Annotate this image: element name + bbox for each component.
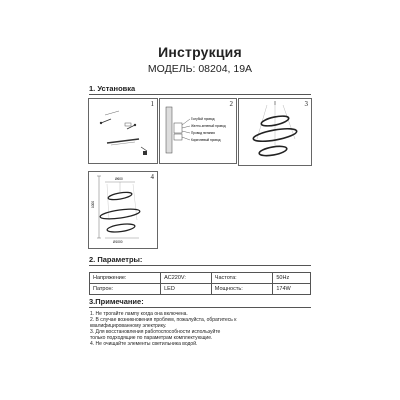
params-table [89,272,311,295]
dimension-height: 1000 [91,200,95,208]
install-step-2-panel [159,98,237,164]
param-value: 174W [273,284,311,295]
note-line: 2. В случае возникновения проблем, пожалуйста, обратитесь к [90,317,237,324]
wiring-label-brown: Коричневый провод [191,138,221,142]
param-label: Патрон: [90,284,161,295]
param-label: Напряжение: [90,273,161,284]
wiring-label-yellow-green: Желто-зеленый провод [191,124,226,128]
wiring-label-blue: Голубой провод [191,117,215,121]
dimensions-illustration [89,172,157,248]
install-step-4-panel [88,171,158,249]
dimension-bottom-width: Ø1000 [113,240,123,244]
mounting-parts-illustration [89,99,157,163]
step-number: 2 [229,100,233,108]
divider [89,307,311,308]
step-number: 4 [150,173,154,181]
param-value: AC220V: [161,273,212,284]
chandelier-rings-illustration [239,99,311,165]
note-line: квалифицированному электрику. [90,323,167,330]
note-line: 3. Для восстановления работоспособности используйте [90,329,221,336]
wiring-illustration [160,99,236,163]
param-label: Мощность: [211,284,273,295]
dimension-top-width: Ø600 [115,177,123,181]
note-line: 4. Не очищайте элементы светильника водой. [90,341,198,348]
param-value: LED [161,284,212,295]
divider [89,265,311,266]
install-step-1-panel [88,98,158,164]
section-install-heading: 1. Установка [89,84,136,93]
param-label: Частота: [211,273,273,284]
section-notes-heading: 3.Примечание: [89,297,144,306]
step-number: 3 [304,100,308,108]
document-title: Инструкция [158,44,242,60]
install-step-3-panel [238,98,312,166]
step-number: 1 [150,100,154,108]
model-number: МОДЕЛЬ: 08204, 19A [147,63,253,75]
divider [89,94,311,95]
notes-list [90,311,310,348]
param-value: 50Hz [273,273,311,284]
note-line: только подходящие по параметрам комплектующие. [90,335,213,342]
table-row [90,284,311,295]
table-row [90,273,311,284]
note-line: 1. Не трогайте лампу когда она включена. [90,311,188,317]
wiring-label-power: Провод питания [191,131,215,135]
section-params-heading: 2. Параметры: [89,255,143,264]
